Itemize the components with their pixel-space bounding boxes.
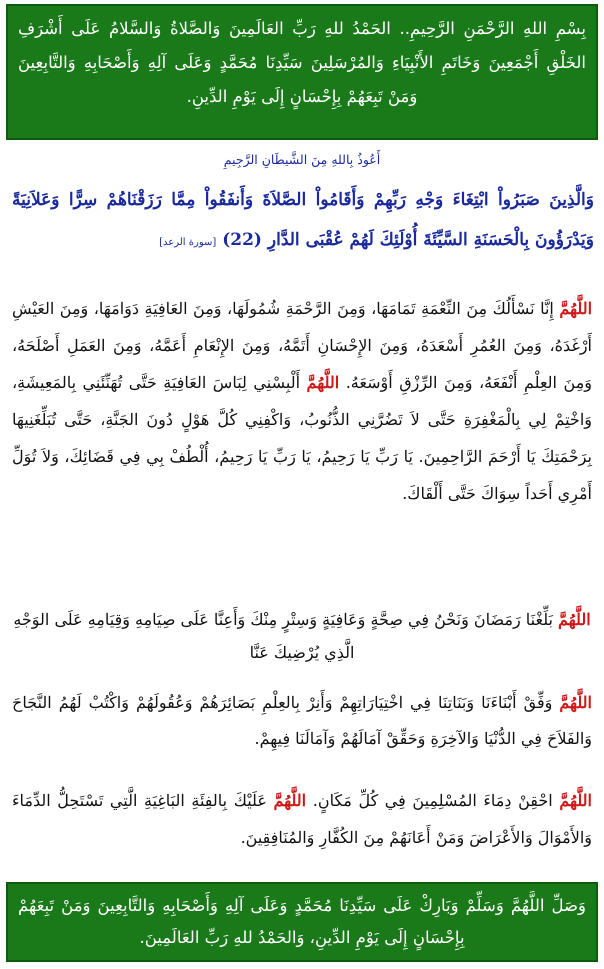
dua-paragraph-4 [12, 782, 592, 856]
verse-text: وَالَّذِينَ صَبَرُواْ ابْتِغَاءَ وَجْهِ رَبِّهِمْ وَأَقَامُواْ الصَّلاَةَ وَأَنفَقُواْ مِمَّا رَزَقْنَاهُمْ سِرًّا وَعَلاَنِيَةً وَيَدْرَؤُونَ بِالْحَسَنَةِ السَّيِّئَةَ أُوْلَئِكَ لَهُمْ عُقْبَى الدَّارِ [12, 190, 594, 250]
dua-2-text: بَلِّغْنَا رَمَضَانَ وَنَحْنُ فِي صِحَّةٍ وَعَافِيَةٍ وَسِتْرٍ مِنْكَ وَأَعِنَّا عَلَى صِيَامِهِ وَقِيَامِهِ عَلَى الوَجْهِ الَّذِي يُرْضِيكَ عَنَّا [13, 610, 553, 662]
allahumma-heading: اللَّهُمَّ [273, 791, 307, 810]
quran-verse [12, 180, 594, 263]
allahumma-heading: اللَّهُمَّ [558, 610, 591, 629]
dua-1-part-1: إِنَّا نَسْأَلُكَ مِنَ النِّعْمَةِ تَمَامَهَا، وَمِنَ الرَّحْمَةِ شُمُولَهَا، وَمِنَ العَافِيَةِ دَوَامَهَا، وَمِنَ العَيْشِ أَرْغَدَهُ، وَمِنَ العُمُرِ أَسْعَدَهُ، وَمِنَ الإِحْسَانِ أَتَمَّهُ، وَمِنَ الإِنْعَامِ أَعَمَّهُ، وَمِنَ العَمَلِ أَصْلَحَهُ، وَمِنَ العِلْمِ أَنْفَعَهُ، وَمِنَ الرِّزْقِ أَوْسَعَهُ. [12, 299, 592, 392]
allahumma-heading: اللَّهُمَّ [559, 693, 592, 712]
closing-text: وَصَلِّ اللَّهُمَّ وَسَلِّمْ وَبَارِكْ عَلَى سَيِّدِنَا مُحَمَّدٍ وَعَلَى آلِهِ وَأَصْحَابِهِ وَالتَّابِعِينَ وَمَنْ تَبِعَهُمْ بِإِحْسَانٍ إِلَى يَوْمِ الدِّينِ، وَالحَمْدُ للهِ رَبِّ العَالَمِينَ. [18, 896, 586, 947]
allahumma-heading: اللَّهُمَّ [559, 299, 593, 318]
dua-paragraph-1 [12, 290, 592, 512]
opening-text: بِسْمِ اللهِ الرَّحْمَنِ الرَّحِيمِ.. الحَمْدُ للهِ رَبِّ العَالَمِينَ وَالصَّلاةُ وَالسَّلامُ عَلَى أَشْرَفِ الخَلْقِ أَجْمَعِينَ وَخَاتَمِ الأَنْبِيَاءِ وَالمُرْسَلِينَ سَيِّدِنَا مُحَمَّدٍ وَعَلَى آلِهِ وَأَصْحَابِهِ وَالتَّابِعِينَ وَمَنْ تَبِعَهُمْ بِإِحْسَانٍ إِلَى يَوْمِ الدِّينِ. [18, 19, 586, 106]
closing-banner [6, 882, 598, 962]
opening-banner [6, 4, 598, 140]
seek-refuge-line: أَعُوذُ بِاللهِ مِنَ الشَّيطَانِ الرَّجِيمِ [223, 152, 381, 167]
allahumma-heading: اللَّهُمَّ [306, 373, 340, 392]
dua-paragraph-2 [12, 603, 592, 669]
dua-4-part-2: عَلَيْكَ بِالفِئَةِ البَاغِيَةِ الَّتِي تَسْتَحِلُّ الدِّمَاءَ وَالأَمْوَالَ وَالأَعْرَاضَ وَمَنْ أَعَانَهُمْ مِنَ الكُفَّارِ وَالمُنَافِقِينَ. [12, 791, 592, 847]
surah-reference: [سورة الرعد] [159, 237, 217, 248]
verse-number: (22) [222, 230, 262, 250]
dua-1-part-2: أَلْبِسْنِي لِبَاسَ العَافِيَةِ حَتَّى تُهَنِّئَنِي بِالمَعِيشَةِ، وَاخْتِمْ لِي بِالْمَغْفِرَةِ حَتَّى لاَ تَضُرَّنِي الذُّنُوبُ، وَاكْفِنِي كُلَّ هَوْلٍ دُونَ الجَنَّةِ، حَتَّى تُبَلِّغَنِيهَا بِرَحْمَتِكَ يَا أَرْحَمَ الرَّاحِمِينَ. يَا رَبِّ يَا رَحِيمُ، يَا رَبِّ يَا رَحِيمُ، أُلْطُفْ بِي فِي قَضَائِكَ، وَلاَ تُوَلِّ أَمْرِي أَحَداً سِوَاكَ حَتَّى أَلْقَاكَ. [12, 373, 592, 503]
dua-paragraph-3 [12, 685, 592, 757]
dua-3-text: وَفِّقْ أَبْنَاءَنَا وَبَنَاتِنَا فِي اخْتِيَارَاتِهِمْ وَأَنِرْ بِالعِلْمِ بَصَائِرَهُمْ وَعُقُولَهُمْ وَاكْتُبْ لَهُمُ النَّجَاحَ وَالفَلاَحَ فِي الدُّنْيَا وَالآخِرَةِ وَحَقِّقْ آمَالَهُمْ وَآمَالَنَا فِيهِمْ. [12, 693, 592, 748]
allahumma-heading: اللَّهُمَّ [559, 791, 592, 810]
dua-4-part-1: احْقِنْ دِمَاءَ المُسْلِمِينَ فِي كُلِّ مَكَانٍ. [312, 791, 553, 810]
